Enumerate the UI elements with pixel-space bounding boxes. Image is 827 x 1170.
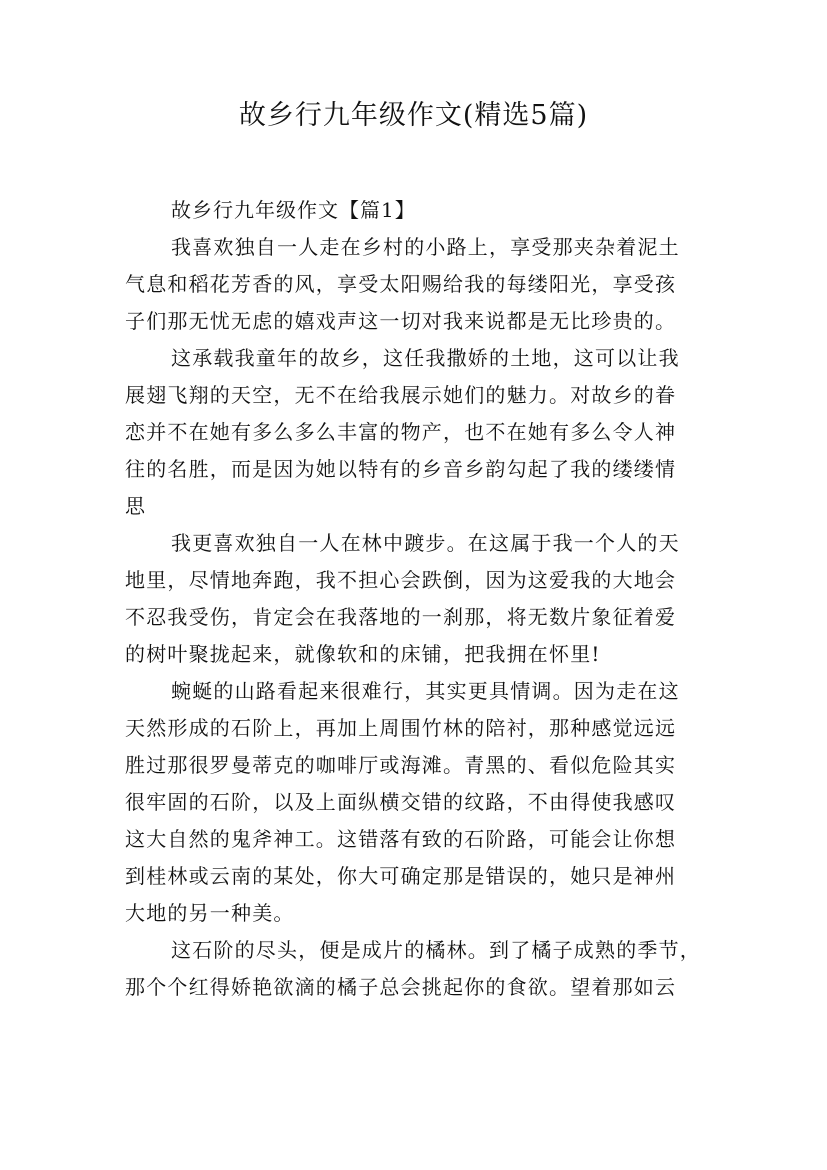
text-line: 到桂林或云南的某处，你大可确定那是错误的，她只是神州 [125, 864, 677, 888]
text-line: 恋并不在她有多么多么丰富的物产，也不在她有多么令人神 [125, 420, 677, 444]
paragraph-2 [125, 340, 705, 525]
text-line: 那个个红得娇艳欲滴的橘子总会挑起你的食欲。望着那如云 [125, 975, 677, 999]
paragraph-5 [125, 932, 705, 1006]
document-body [125, 192, 705, 1006]
text-line: 这承载我童年的故乡，这任我撒娇的土地，这可以让我 [171, 346, 680, 370]
document-title: 故乡行九年级作文(精选5篇) [238, 100, 589, 131]
text-line: 天然形成的石阶上，再加上周围竹林的陪衬，那种感觉远远 [125, 716, 677, 740]
text-line: 蜿蜒的山路看起来很难行，其实更具情调。因为走在这 [171, 679, 680, 703]
text-line: 不忍我受伤，肯定会在我落地的一刹那，将无数片象征着爱 [125, 605, 677, 629]
text-line: 地里，尽情地奔跑，我不担心会跌倒，因为这爱我的大地会 [125, 568, 677, 592]
paragraph-1 [125, 229, 705, 340]
text-line: 子们那无忧无虑的嬉戏声这一切对我来说都是无比珍贵的。 [125, 309, 677, 333]
text-line: 往的名胜，而是因为她以特有的乡音乡韵勾起了我的缕缕情 [125, 457, 677, 481]
text-line: 这石阶的尽头，便是成片的橘林。到了橘子成熟的季节， [171, 938, 701, 962]
text-line: 这大自然的鬼斧神工。这错落有致的石阶路，可能会让你想 [125, 827, 677, 851]
text-line: 我喜欢独自一人走在乡村的小路上，享受那夹杂着泥土 [171, 235, 680, 259]
text-line: 思 [125, 494, 147, 518]
paragraph-4 [125, 673, 705, 932]
text-line: 我更喜欢独自一人在林中踱步。在这属于我一个人的天 [171, 531, 680, 555]
text-line: 气息和稻花芳香的风，享受太阳赐给我的每缕阳光，享受孩 [125, 272, 677, 296]
text-line: 展翅飞翔的天空，无不在给我展示她们的魅力。对故乡的眷 [125, 383, 677, 407]
section-heading: 故乡行九年级作文【篇1】 [171, 198, 416, 222]
text-line: 很牢固的石阶，以及上面纵横交错的纹路，不由得使我感叹 [125, 790, 677, 814]
text-line: 胜过那很罗曼蒂克的咖啡厅或海滩。青黑的、看似危险其实 [125, 753, 677, 777]
text-line: 大地的另一种美。 [125, 901, 295, 925]
text-line: 的树叶聚拢起来，就像软和的床铺，把我拥在怀里! [125, 642, 601, 666]
paragraph-3 [125, 525, 705, 673]
